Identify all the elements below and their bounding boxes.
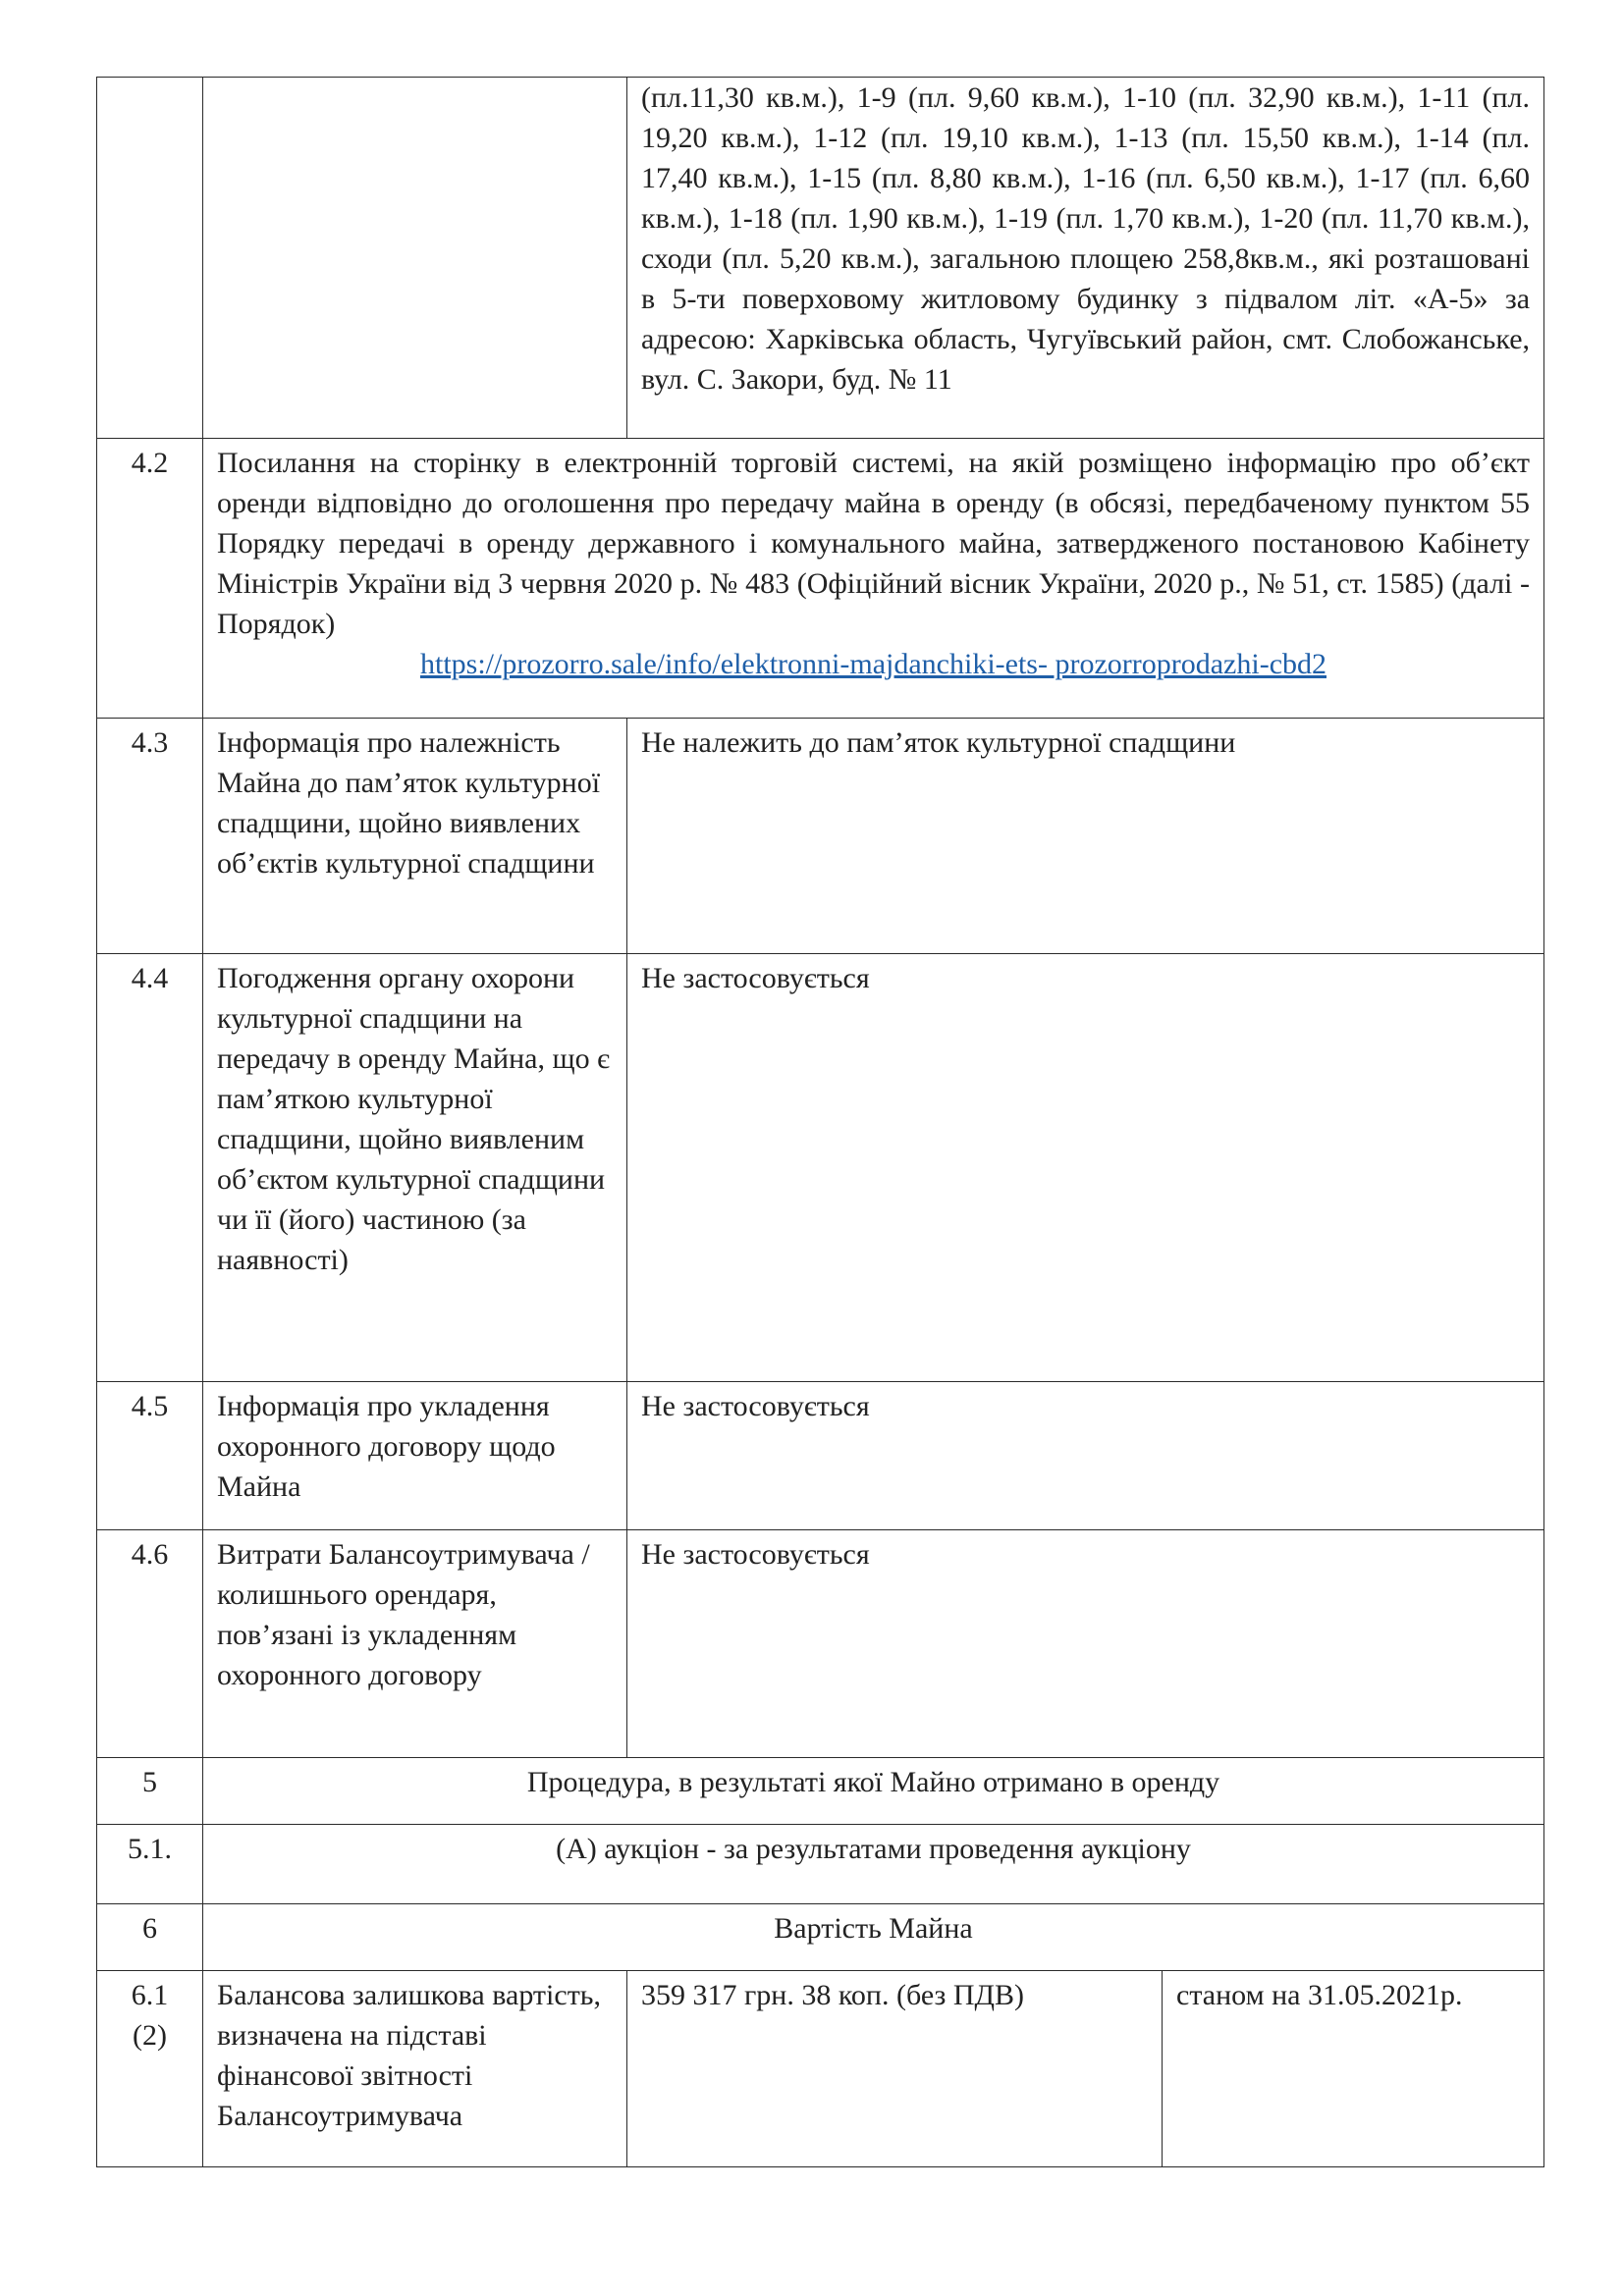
row-label-cell: Погодження органу охорони культурної спадщини на передачу в оренду Майна, що є пам’яткою культурної спадщини, щойно виявленим об’єктом культурної спадщини чи її (його) частиною (за наявності) — [203, 954, 627, 1382]
table-row — [97, 719, 1544, 954]
row-number-cell: 4.2 — [97, 439, 203, 719]
row-label-cell: Інформація про укладення охоронного договору щодо Майна — [203, 1382, 627, 1530]
row-number-cell: 5 — [97, 1758, 203, 1825]
table-row — [97, 439, 1544, 719]
row-number-cell: 4.3 — [97, 719, 203, 954]
row-number-cell: 4.4 — [97, 954, 203, 1382]
table-row — [97, 1530, 1544, 1758]
row-value-cell: Не застосовується — [627, 954, 1544, 1382]
row-number-cell: 6 — [97, 1904, 203, 1971]
document-page — [96, 77, 1543, 2167]
property-info-table — [96, 77, 1544, 2167]
section-heading-cell: (А) аукціон - за результатами проведення аукціону — [203, 1825, 1544, 1904]
table-row — [97, 1382, 1544, 1530]
table-row — [97, 954, 1544, 1382]
row-label-cell — [203, 78, 627, 439]
listing-link-cell — [203, 439, 1544, 719]
row-value-cell: Не застосовується — [627, 1382, 1544, 1530]
prozorro-link[interactable]: https://prozorro.sale/info/elektronni-majdanchiki-ets- prozorroprodazhi-cbd2 — [419, 648, 1327, 680]
row-label-cell: Інформація про належність Майна до пам’яток культурної спадщини, щойно виявлених об’єктів культурної спадщини — [203, 719, 627, 954]
row-number-cell — [97, 78, 203, 439]
table-row — [97, 78, 1544, 439]
book-value-cell: 359 317 грн. 38 коп. (без ПДВ) — [627, 1971, 1163, 2167]
row-label-cell: Витрати Балансоутримувача /колишнього орендаря, пов’язані із укладенням охоронного договору — [203, 1530, 627, 1758]
listing-link-description: Посилання на сторінку в електронній торговій системі, на якій розміщено інформацію про об’єкт оренди відповідно до оголошення про передачу майна в оренду (в обсязі, передбаченому пунктом 55 Порядку передачі в оренду державного і комунального майна, затвердженого постановою Кабінету Міністрів України від 3 червня 2020 р. № 483 (Офіційний вісник України, 2020 р., № 51, ст. 1585) (далі - Порядок) — [217, 447, 1531, 640]
row-value-cell: Не застосовується — [627, 1530, 1544, 1758]
table-row — [97, 1904, 1544, 1971]
row-number-cell: 4.6 — [97, 1530, 203, 1758]
table-row — [97, 1758, 1544, 1825]
section-heading-cell: Вартість Майна — [203, 1904, 1544, 1971]
row-number-cell: 5.1. — [97, 1825, 203, 1904]
row-number-cell: 6.1 (2) — [97, 1971, 203, 2167]
row-number-cell: 4.5 — [97, 1382, 203, 1530]
row-value-cell: Не належить до пам’яток культурної спадщини — [627, 719, 1544, 954]
premises-description-cell: (пл.11,30 кв.м.), 1-9 (пл. 9,60 кв.м.), 1-10 (пл. 32,90 кв.м.), 1-11 (пл. 19,20 кв.м.), 1-12 (пл. 19,10 кв.м.), 1-13 (пл. 15,50 кв.м.), 1-14 (пл. 17,40 кв.м.), 1-15 (пл. 8,80 кв.м.), 1-16 (пл. 6,50 кв.м.), 1-17 (пл. 6,60 кв.м.), 1-18 (пл. 1,90 кв.м.), 1-19 (пл. 1,70 кв.м.), 1-20 (пл. 11,70 кв.м.), сходи (пл. 5,20 кв.м.), загальною площею 258,8кв.м., які розташовані в 5-ти поверховому житловому будинку з підвалом літ. «А-5» за адресою: Харківська область, Чугуївський район, смт. Слобожанське, вул. С. Закори, буд. № 11 — [627, 78, 1544, 439]
section-heading-cell: Процедура, в результаті якої Майно отримано в оренду — [203, 1758, 1544, 1825]
valuation-date-cell: станом на 31.05.2021р. — [1163, 1971, 1544, 2167]
table-row — [97, 1971, 1544, 2167]
table-row — [97, 1825, 1544, 1904]
row-label-cell: Балансова залишкова вартість, визначена на підставі фінансової звітності Балансоутримувача — [203, 1971, 627, 2167]
